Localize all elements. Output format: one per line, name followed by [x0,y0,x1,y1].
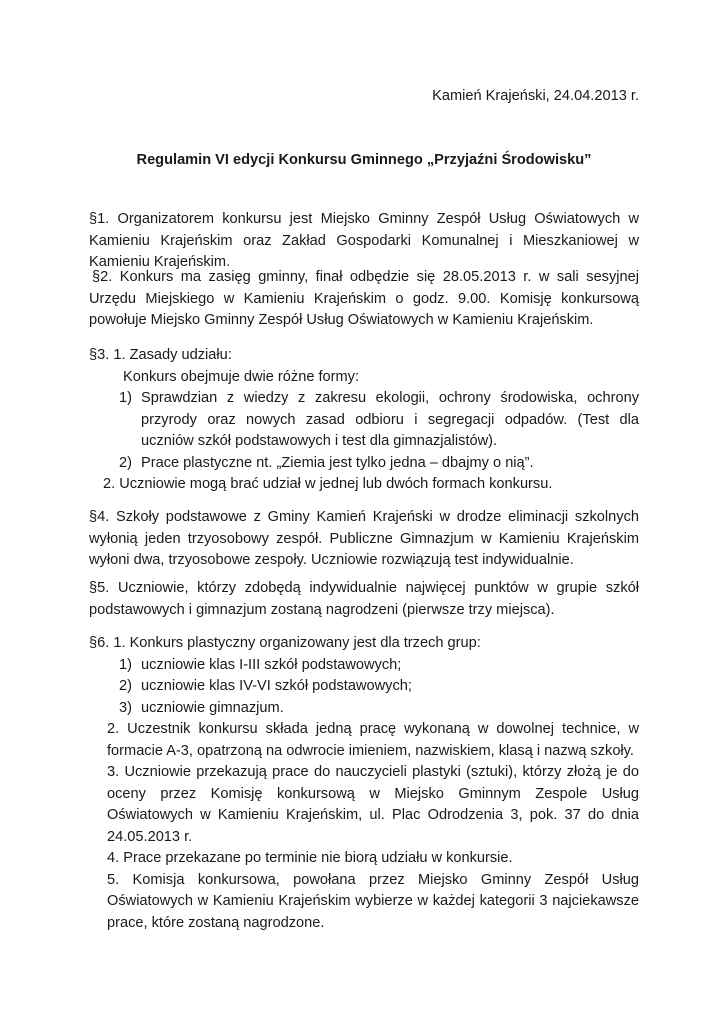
section-4-text: §4. Szkoły podstawowe z Gminy Kamień Krajeński w drodze eliminacji szkolnych wyłonią jeden trzyosobowy zespół. Publiczne Gimnazjum w Kamieniu Krajeńskim wyłoni dwa, trzyosobowe zespoły. Uczniowie rozwiązują test indywidualnie. [89,509,639,568]
list-item [107,388,639,453]
list-item-number: 1) [119,656,132,673]
list-item-text: Prace plastyczne nt. „Ziemia jest tylko jedna – dbajmy o nią”. [141,454,534,471]
list-item [107,676,639,698]
section-6-list [89,655,639,720]
document-title: Regulamin VI edycji Konkursu Gminnego „Przyjaźni Środowisku” [136,152,592,168]
section-3-heading: §3. 1. Zasady udziału: [89,347,232,363]
section-6-point-4: 4. Prace przekazane po terminie nie biorą udziału w konkursie. [107,850,513,866]
section-3 [89,345,639,496]
section-6-point-2: 2. Uczestnik konkursu składa jedną pracę wykonaną w dowolnej technice, w formacie A-3, opatrzoną na odwrocie imieniem, nazwiskiem, klasą i nazwą szkoły. [107,721,639,759]
list-item [107,698,639,720]
section-6 [89,633,639,934]
list-item [107,655,639,677]
section-3-point-2: 2. Uczniowie mogą brać udział w jednej lub dwóch formach konkursu. [103,476,553,492]
section-1 [89,209,639,274]
list-item-number: 3) [119,699,132,716]
list-item-number: 2) [119,454,132,471]
section-2 [89,267,639,332]
list-item-number: 1) [119,390,132,406]
date-line: Kamień Krajeński, 24.04.2013 r. [432,88,639,104]
section-5 [89,578,639,621]
list-item-text: uczniowie klas I-III szkół podstawowych; [141,656,402,673]
list-item-number: 2) [119,678,132,694]
section-4 [89,507,639,572]
list-item-text: Sprawdzian z wiedzy z zakresu ekologii, ochrony środowiska, ochrony przyrody oraz nowych zasad odbioru i segregacji odpadów. (Test dla uczniów szkół podstawowych i test dla gimnazjalistów). [141,390,639,449]
section-3-list [89,388,639,474]
section-6-point-3: 3. Uczniowie przekazują prace do nauczycieli plastyki (sztuki), którzy złożą je do oceny przez Komisję konkursową w Miejsko Gminnym Zespole Usług Oświatowych w Kamieniu Krajeńskim, ul. Plac Odrodzenia 3, pok. 37 do dnia 24.05.2013 r. [107,764,639,845]
section-6-heading: §6. 1. Konkurs plastyczny organizowany jest dla trzech grup: [89,635,481,651]
section-6-point-5: 5. Komisja konkursowa, powołana przez Miejsko Gminny Zespół Usług Oświatowych w Kamieniu Krajeńskim wybierze w każdej kategorii 3 najciekawsze prace, które zostaną nagrodzone. [107,871,639,931]
section-3-intro: Konkurs obejmuje dwie różne formy: [123,368,360,385]
section-2-text: §2. Konkurs ma zasięg gminny, finał odbędzie się 28.05.2013 r. w sali sesyjnej Urzędu Miejskiego w Kamieniu Krajeńskim o godz. 9.00. Komisję konkursową powołuje Miejsko Gminny Zespół Usług Oświatowych w Kamieniu Krajeńskim. [89,269,639,328]
list-item [107,453,639,475]
section-5-text: §5. Uczniowie, którzy zdobędą indywidualnie najwięcej punktów w grupie szkół podstawowych i gimnazjum zostaną nagrodzeni (pierwsze trzy miejsca). [89,580,639,618]
list-item-text: uczniowie klas IV-VI szkół podstawowych; [141,678,412,694]
list-item-text: uczniowie gimnazjum. [141,699,284,716]
section-1-text: §1. Organizatorem konkursu jest Miejsko Gminny Zespół Usług Oświatowych w Kamieniu Krajeńskim oraz Zakład Gospodarki Komunalnej i Mieszkaniowej w Kamieniu Krajeńskim. [89,211,639,270]
